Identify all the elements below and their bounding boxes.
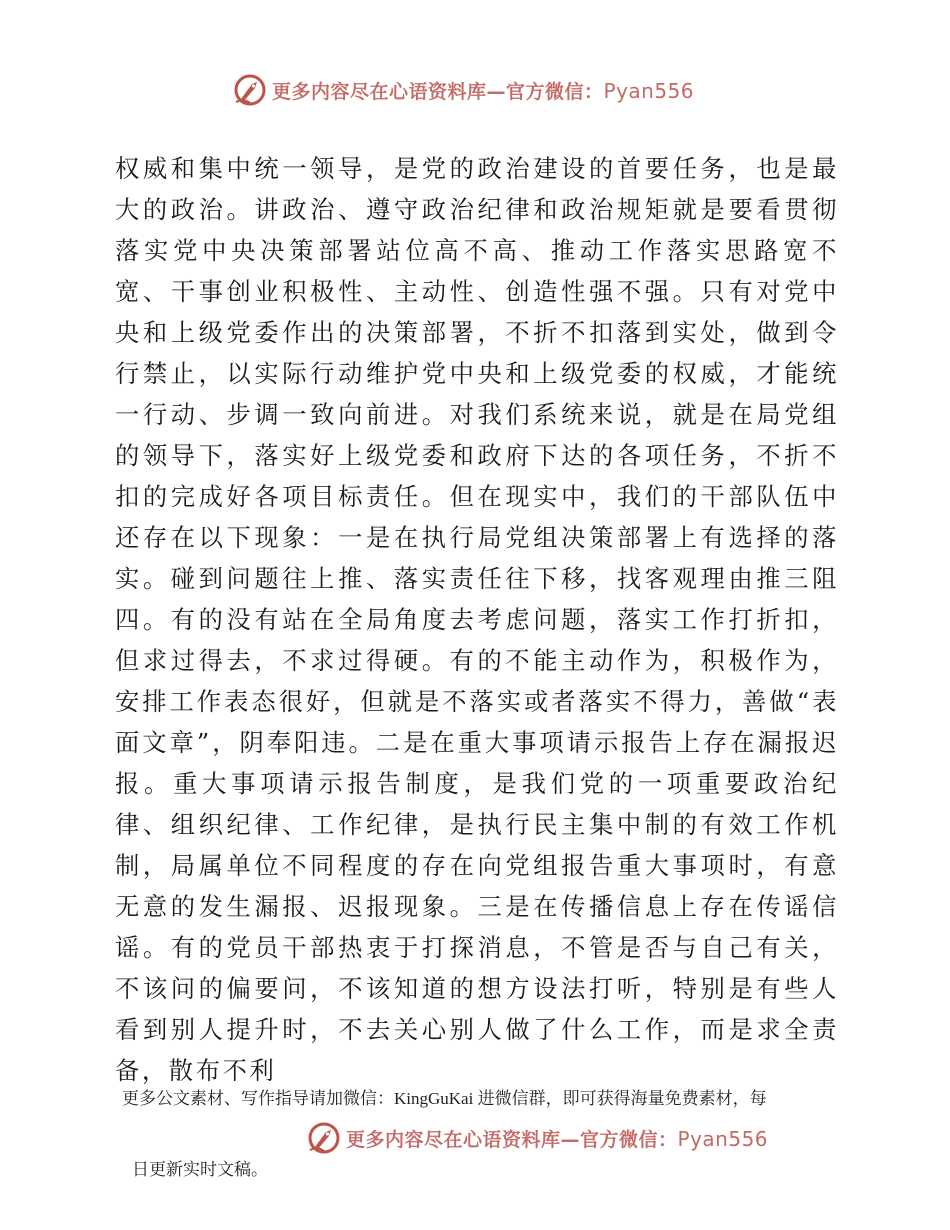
footer-promo-line-2: 日更新实时文稿。 [132,1160,268,1179]
watermark-wechat-id: Pyan556 [677,1126,769,1151]
pen-nib-circle-logo-icon [306,1120,342,1156]
watermark-text: 更多内容尽在心语资料库—官方微信：Pyan556 [272,78,695,103]
footer-watermark [306,1118,768,1158]
document-body-paragraph: 权威和集中统一领导，是党的政治建设的首要任务，也是最大的政治。讲政治、遵守政治纪律和政治规矩就是要看贯彻落实党中央决策部署站位高不高、推动工作落实思路宽不宽、干事创业积极性、主动性、创造性强不强。只有对党中央和上级党委作出的决策部署，不折不扣落到实处，做到令行禁止，以实际行动维护党中央和上级党委的权威，才能统一行动、步调一致向前进。对我们系统来说，就是在局党组的领导下，落实好上级党委和政府下达的各项任务，不折不扣的完成好各项目标责任。但在现实中，我们的干部队伍中还存在以下现象：一是在执行局党组决策部署上有选择的落实。碰到问题往上推、落实责任往下移，找客观理由推三阻四。有的没有站在全局角度去考虑问题，落实工作打折扣，但求过得去，不求过得硬。有的不能主动作为，积极作为，安排工作表态很好，但就是不落实或者落实不得力，善做“表面文章”，阴奉阳违。二是在重大事项请示报告上存在漏报迟报。重大事项请示报告制度，是我们党的一项重要政治纪律、组织纪律、工作纪律，是执行民主集中制的有效工作机制，局属单位不同程度的存在向党组报告重大事项时，有意无意的发生漏报、迟报现象。三是在传播信息上存在传谣信谣。有的党员干部热衷于打探消息，不管是否与自己有关，不该问的偏要问，不该知道的想方设法打听，特别是有些人看到别人提升时，不去关心别人做了什么工作，而是求全责备，散布不利 [115,154,839,1085]
header-watermark [232,70,694,110]
pen-nib-circle-logo-icon [232,72,268,108]
watermark-wechat-id: Pyan556 [603,78,695,103]
footer-promo-line-1: 更多公文素材、写作指导请加微信：KingGuKai 进微信群，即可获得海量免费素材，每 [122,1089,767,1108]
watermark-text: 更多内容尽在心语资料库—官方微信：Pyan556 [346,1126,769,1151]
